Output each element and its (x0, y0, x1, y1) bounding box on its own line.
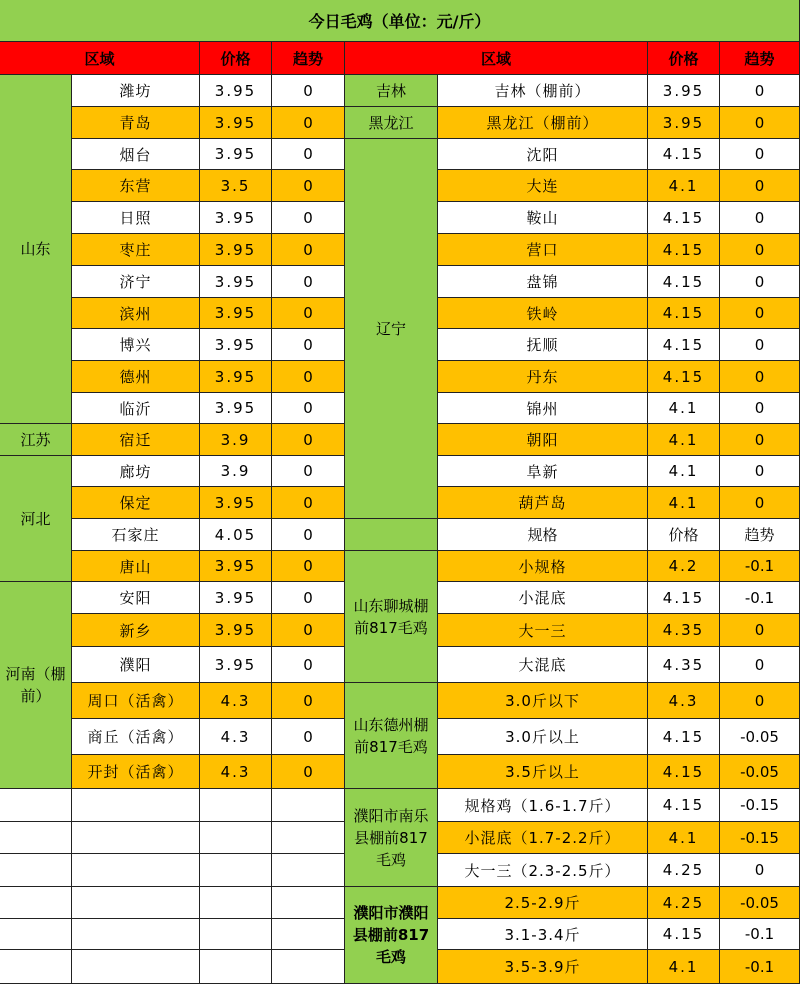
city-name: 铁岭 (438, 298, 648, 329)
city-name: 青岛 (72, 107, 200, 139)
city-price: 3.95 (200, 234, 272, 266)
city-price: 3.95 (200, 266, 272, 298)
city-price: 3.95 (200, 487, 272, 519)
city-name: 石家庄 (72, 519, 200, 551)
city-trend: 0 (720, 75, 800, 107)
city-trend: 0 (272, 107, 345, 139)
spec-price: 4.25 (648, 854, 720, 887)
city-name: 鞍山 (438, 202, 648, 234)
city-name: 临沂 (72, 393, 200, 424)
city-price: 4.15 (648, 234, 720, 266)
city-price: 3.95 (200, 75, 272, 107)
city-trend: 0 (720, 139, 800, 170)
city-name: 抚顺 (438, 329, 648, 361)
region-label: 山东 (0, 75, 72, 424)
city-name: 新乡 (72, 614, 200, 647)
spec-trend: 0 (720, 614, 800, 647)
city-price: 4.15 (648, 266, 720, 298)
city-price: 3.9 (200, 424, 272, 456)
spec-trend: -0.05 (720, 887, 800, 919)
spec-group-label: 濮阳市濮阳县棚前817毛鸡 (345, 887, 438, 984)
city-name: 黑龙江（棚前） (438, 107, 648, 139)
spec-price: 4.25 (648, 887, 720, 919)
spec-trend: 0 (720, 647, 800, 683)
spec-name: 3.1-3.4斤 (438, 919, 648, 950)
city-name: 唐山 (72, 551, 200, 582)
city-name: 潍坊 (72, 75, 200, 107)
empty-cell (0, 950, 72, 984)
header-region-right: 区域 (345, 42, 648, 75)
city-name: 滨州 (72, 298, 200, 329)
empty-cell (72, 950, 200, 984)
city-price: 4.1 (648, 487, 720, 519)
empty-cell (72, 789, 200, 822)
city-trend: 0 (272, 647, 345, 683)
empty-cell (0, 854, 72, 887)
city-trend: 0 (272, 393, 345, 424)
city-name: 日照 (72, 202, 200, 234)
city-trend: 0 (272, 683, 345, 719)
city-price: 3.9 (200, 456, 272, 487)
city-trend: 0 (720, 393, 800, 424)
city-price: 4.3 (200, 755, 272, 789)
spec-name: 大一三（2.3-2.5斤） (438, 854, 648, 887)
spec-price: 4.1 (648, 822, 720, 854)
empty-cell (200, 887, 272, 919)
spec-header-price: 价格 (648, 519, 720, 551)
city-price: 4.1 (648, 393, 720, 424)
spec-trend: -0.1 (720, 950, 800, 984)
header-price-left: 价格 (200, 42, 272, 75)
city-price: 3.95 (200, 582, 272, 614)
empty-cell (272, 822, 345, 854)
spec-price: 4.3 (648, 683, 720, 719)
city-name: 东营 (72, 170, 200, 202)
empty-cell (272, 854, 345, 887)
spec-trend: -0.15 (720, 822, 800, 854)
city-price: 4.1 (648, 456, 720, 487)
spec-trend: 0 (720, 854, 800, 887)
city-trend: 0 (720, 487, 800, 519)
city-trend: 0 (720, 456, 800, 487)
empty-cell (0, 919, 72, 950)
spec-trend: -0.15 (720, 789, 800, 822)
city-price: 3.95 (648, 75, 720, 107)
city-price: 4.05 (200, 519, 272, 551)
city-price: 3.95 (200, 647, 272, 683)
spec-price: 4.15 (648, 755, 720, 789)
city-trend: 0 (272, 519, 345, 551)
city-name: 开封（活禽） (72, 755, 200, 789)
city-trend: 0 (272, 487, 345, 519)
spec-name: 3.5-3.9斤 (438, 950, 648, 984)
region-label: 河南（棚前） (0, 582, 72, 789)
empty-cell (200, 950, 272, 984)
region-label: 辽宁 (345, 139, 438, 519)
spec-price: 4.15 (648, 582, 720, 614)
city-trend: 0 (272, 551, 345, 582)
empty-cell (272, 950, 345, 984)
city-trend: 0 (272, 298, 345, 329)
table-title: 今日毛鸡（单位：元/斤） (0, 0, 800, 42)
spec-trend: -0.1 (720, 919, 800, 950)
city-name: 营口 (438, 234, 648, 266)
region-label: 江苏 (0, 424, 72, 456)
city-price: 4.3 (200, 683, 272, 719)
city-name: 周口（活禽） (72, 683, 200, 719)
city-name: 济宁 (72, 266, 200, 298)
spec-price: 4.35 (648, 647, 720, 683)
city-name: 廊坊 (72, 456, 200, 487)
city-trend: 0 (272, 329, 345, 361)
spec-trend: -0.1 (720, 551, 800, 582)
spec-price: 4.15 (648, 719, 720, 755)
region-label: 黑龙江 (345, 107, 438, 139)
city-name: 德州 (72, 361, 200, 393)
city-trend: 0 (272, 755, 345, 789)
city-name: 吉林（棚前） (438, 75, 648, 107)
header-region-left: 区域 (0, 42, 200, 75)
city-price: 4.15 (648, 298, 720, 329)
city-name: 锦州 (438, 393, 648, 424)
spec-group-label: 濮阳市南乐县棚前817毛鸡 (345, 789, 438, 887)
city-price: 3.95 (200, 361, 272, 393)
spec-trend: 0 (720, 683, 800, 719)
city-name: 沈阳 (438, 139, 648, 170)
empty-cell (0, 822, 72, 854)
spec-name: 大一三 (438, 614, 648, 647)
city-name: 丹东 (438, 361, 648, 393)
header-trend-right: 趋势 (720, 42, 800, 75)
spec-price: 4.15 (648, 919, 720, 950)
city-trend: 0 (720, 361, 800, 393)
city-trend: 0 (272, 614, 345, 647)
city-trend: 0 (720, 170, 800, 202)
city-price: 4.15 (648, 202, 720, 234)
city-price: 3.95 (200, 329, 272, 361)
city-trend: 0 (272, 719, 345, 755)
empty-cell (0, 789, 72, 822)
empty-cell (72, 854, 200, 887)
empty-cell (72, 822, 200, 854)
city-name: 枣庄 (72, 234, 200, 266)
city-trend: 0 (720, 266, 800, 298)
empty-cell (0, 887, 72, 919)
spec-header-trend: 趋势 (720, 519, 800, 551)
city-name: 宿迁 (72, 424, 200, 456)
empty-cell (72, 887, 200, 919)
city-trend: 0 (272, 456, 345, 487)
city-price: 3.95 (200, 551, 272, 582)
spec-price: 4.35 (648, 614, 720, 647)
city-trend: 0 (720, 202, 800, 234)
empty-cell (272, 919, 345, 950)
city-price: 4.3 (200, 719, 272, 755)
city-name: 盘锦 (438, 266, 648, 298)
spec-name: 小混底 (438, 582, 648, 614)
spec-header-spec: 规格 (438, 519, 648, 551)
empty-cell (200, 854, 272, 887)
city-price: 4.15 (648, 329, 720, 361)
city-trend: 0 (720, 329, 800, 361)
city-trend: 0 (272, 234, 345, 266)
empty-cell (200, 789, 272, 822)
city-price: 3.95 (200, 298, 272, 329)
city-price: 3.5 (200, 170, 272, 202)
header-trend-left: 趋势 (272, 42, 345, 75)
spec-price: 4.15 (648, 789, 720, 822)
city-price: 3.95 (200, 139, 272, 170)
spec-trend: -0.05 (720, 719, 800, 755)
city-price: 3.95 (200, 393, 272, 424)
spec-group-label: 山东德州棚前817毛鸡 (345, 683, 438, 789)
city-name: 大连 (438, 170, 648, 202)
city-trend: 0 (272, 75, 345, 107)
empty-cell (72, 919, 200, 950)
city-price: 4.1 (648, 170, 720, 202)
region-label: 吉林 (345, 75, 438, 107)
city-trend: 0 (720, 234, 800, 266)
spec-name: 3.0斤以上 (438, 719, 648, 755)
city-trend: 0 (272, 139, 345, 170)
spec-group-label: 山东聊城棚前817毛鸡 (345, 551, 438, 683)
spec-price: 4.1 (648, 950, 720, 984)
city-trend: 0 (272, 361, 345, 393)
empty-cell (272, 789, 345, 822)
city-price: 3.95 (200, 107, 272, 139)
city-name: 商丘（活禽） (72, 719, 200, 755)
city-name: 保定 (72, 487, 200, 519)
header-price-right: 价格 (648, 42, 720, 75)
city-name: 博兴 (72, 329, 200, 361)
city-name: 朝阳 (438, 424, 648, 456)
city-trend: 0 (720, 298, 800, 329)
city-name: 烟台 (72, 139, 200, 170)
city-price: 4.15 (648, 361, 720, 393)
spec-name: 小混底（1.7-2.2斤） (438, 822, 648, 854)
city-trend: 0 (272, 170, 345, 202)
spec-name: 2.5-2.9斤 (438, 887, 648, 919)
spec-header-region (345, 519, 438, 551)
city-trend: 0 (720, 107, 800, 139)
city-price: 4.15 (648, 139, 720, 170)
empty-cell (200, 919, 272, 950)
city-trend: 0 (272, 424, 345, 456)
spec-name: 规格鸡（1.6-1.7斤） (438, 789, 648, 822)
city-name: 葫芦岛 (438, 487, 648, 519)
city-name: 濮阳 (72, 647, 200, 683)
city-trend: 0 (272, 266, 345, 298)
spec-name: 大混底 (438, 647, 648, 683)
spec-price: 4.2 (648, 551, 720, 582)
empty-cell (200, 822, 272, 854)
spec-name: 3.5斤以上 (438, 755, 648, 789)
city-price: 4.1 (648, 424, 720, 456)
city-name: 阜新 (438, 456, 648, 487)
city-price: 3.95 (200, 614, 272, 647)
spec-name: 小规格 (438, 551, 648, 582)
spec-trend: -0.1 (720, 582, 800, 614)
city-price: 3.95 (648, 107, 720, 139)
empty-cell (272, 887, 345, 919)
city-trend: 0 (272, 202, 345, 234)
spec-trend: -0.05 (720, 755, 800, 789)
city-trend: 0 (272, 582, 345, 614)
city-name: 安阳 (72, 582, 200, 614)
city-trend: 0 (720, 424, 800, 456)
region-label: 河北 (0, 456, 72, 582)
spec-name: 3.0斤以下 (438, 683, 648, 719)
city-price: 3.95 (200, 202, 272, 234)
